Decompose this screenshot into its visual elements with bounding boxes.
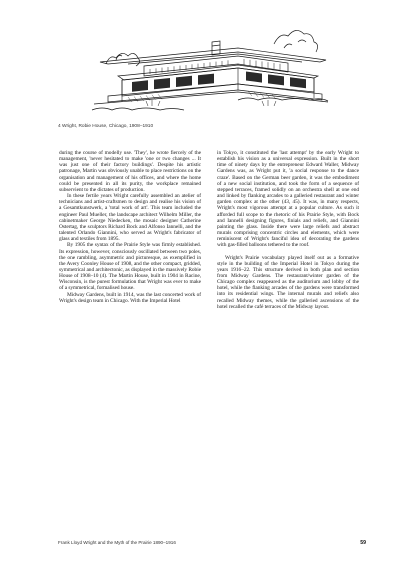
architectural-illustration (88, 14, 332, 118)
page-footer (58, 540, 366, 546)
paragraph: in Tokyo, it constituted the 'last attempt' by the early Wright to establish his vision as a universal expression. Built in the short time of ninety days by the entrepreneur Edward Waller, Midway Gardens was, as Wright put it, 'a social response to the dance craze'. Based on the German beer garden, it was the embodiment of a new social institution, and took the form of a sequence of stepped terraces, framed solidly on an orchestra shell at one end and linked by flanking arcades to a galleried restaurant and winter garden complex at the other (43, 45). It was, in many respects, Wright's most vigorous attempt at a popular culture. As such it afforded full scope to the rhetoric of his Prairie Style, with Bock and Iannelli designing figures, finials and reliefs, and Giannini painting the glass. Inside there were large reliefs and abstract murals comprising concentric circles and elements, which were reminiscent of Wright's fanciful idea of decorating the gardens with gas-filled balloons tethered to the roof. (217, 150, 359, 249)
figure-caption: 4 Wright, Robie House, Chicago, 1908–1910 (58, 124, 154, 129)
paragraph: Wright's Prairie vocabulary played itself out as a formative style in the building of the Imperial Hotel in Tokyo during the years 1916–22. This structure derived in both plan and section from Midway Gardens. The restaurant/winter garden of the Chicago complex reappeared as the auditorium and lobby of the hotel, while the flanking arcades of the gardens were transformed into its residential wings. The internal murals and reliefs also recalled Midway themes, while the galleried ascensions of the hotel recalled the café terraces of the Midway layout. (217, 254, 359, 310)
running-title: Frank Lloyd Wright and the Myth of the Prairie 1890–1916 (58, 540, 176, 545)
paragraph: In these fertile years Wright carefully assembled an atelier of technicians and artist-craftsmen to design and realise his vision of a Gesamtkunstwerk, a 'total work of art'. This team included the engineer Paul Mueller, the landscape architect Wilhelm Miller, the cabinetmaker George Niedecken, the mosaic designer Catherine Ostertag, the sculptors Richard Bock and Alfonso Iannelli, and the talented Orlando Giannini, who served as Wright's fabricator of glass and textiles from 1895. (59, 193, 201, 243)
paragraph: Midway Gardens, built in 1914, was the last concerted work of Wright's design team in Chicago. With the Imperial Hotel (59, 291, 201, 304)
page-number: 59 (360, 540, 366, 546)
robie-house-drawing (88, 14, 332, 118)
paragraph: By 1905 the syntax of the Prairie Style was firmly established. Its expression, however, consciously oscillated between two poles, the one rambling, asymmetric and picturesque, as exemplified in the Avery Coonley House of 1908, and the other compact, gridded, symmetrical and architectonic, as displayed in the massively Robie House of 1908–10 (4). The Martin House, built in 1904 in Racine, Wisconsin, is the purest formulation that Wright was ever to make of a symmetrical, formalised house. (59, 242, 201, 292)
text-column-right (217, 150, 359, 310)
paragraph: during the course of modelly use. 'They', he wrote fiercely of the management, 'never hesitated to make 'one or two changes ... It was just one of their factory buildings'. Despite his artistic patronage, Martin was obviously unable to place restrictions on the organisation and management of his offices, and where the home could be presented in all its purity, the workplace remained subservient to the dictates of production. (59, 150, 201, 193)
text-column-left (59, 150, 201, 304)
